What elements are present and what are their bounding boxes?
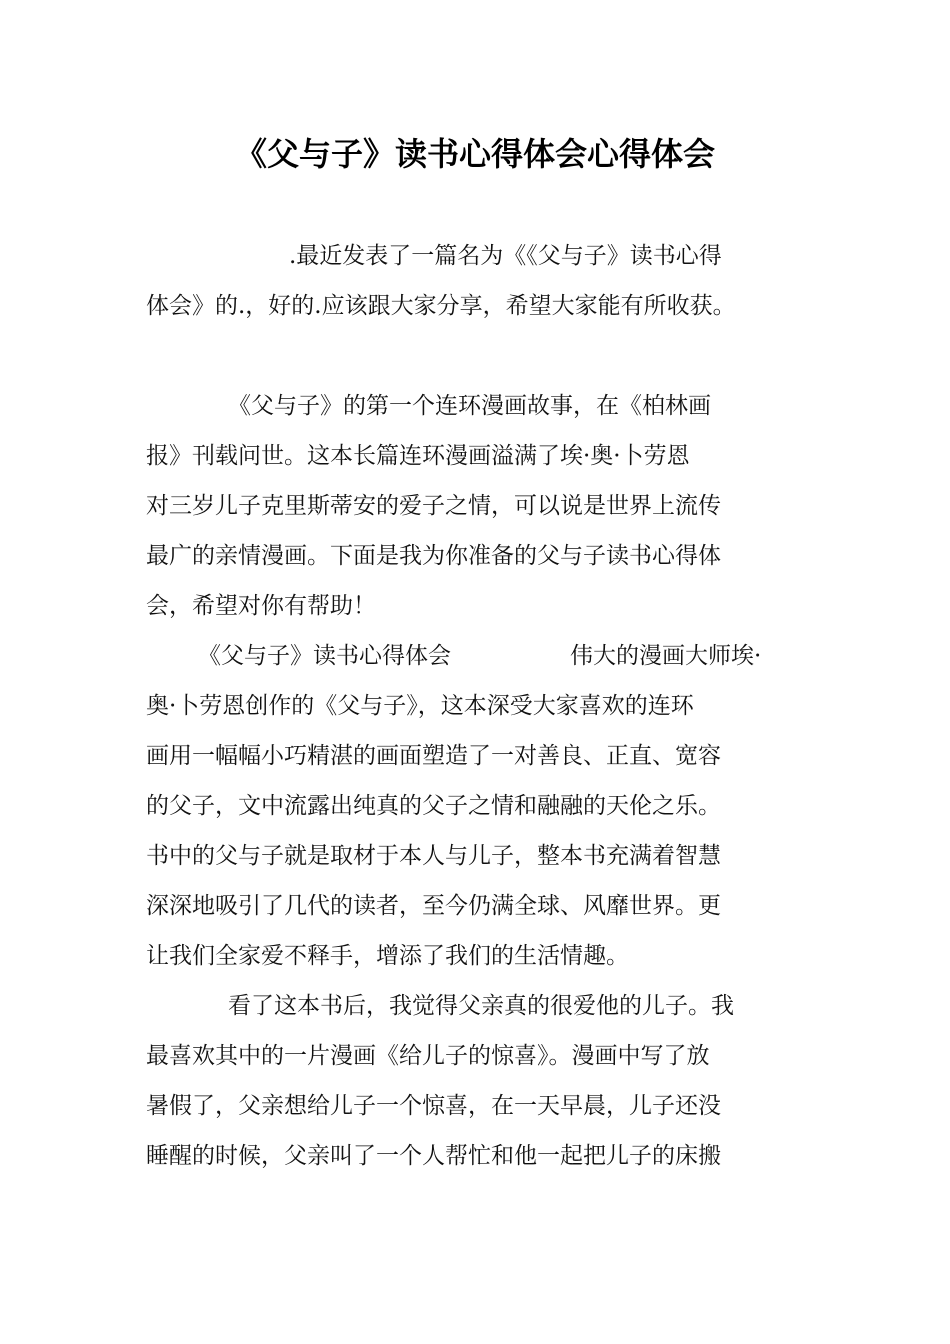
text-line: 看了这本书后，我觉得父亲真的很爱他的儿子。我 [228,993,734,1019]
text-line: 《父与子》的第一个连环漫画故事，在《柏林画 [228,393,711,419]
text-line: 对三岁儿子克里斯蒂安的爱子之情，可以说是世界上流传 [146,493,721,519]
text-line: 体会》的.，好的.应该跟大家分享，希望大家能有所收获。 [146,293,736,319]
text-line: 画用一幅幅小巧精湛的画面塑造了一对善良、正直、宽容 [146,743,721,769]
text-line: 会，希望对你有帮助！ [146,593,376,619]
text-line: 报》刊载问世。这本长篇连环漫画溢满了埃·奥·卜劳恩 [146,443,690,469]
text-line: 最广的亲情漫画。下面是我为你准备的父与子读书心得体 [146,543,721,569]
document-title: 《父与子》读书心得体会心得体会 [234,135,715,173]
text-line: 让我们全家爱不释手，增添了我们的生活情趣。 [146,943,629,969]
text-line: 暑假了，父亲想给儿子一个惊喜，在一天早晨，儿子还没 [146,1093,721,1119]
text-line: .最近发表了一篇名为《《父与子》读书心得 [289,243,722,269]
text-line: 伟大的漫画大师埃· [570,643,762,669]
text-line: 睡醒的时候，父亲叫了一个人帮忙和他一起把儿子的床搬 [146,1143,721,1169]
text-line: 奥·卜劳恩创作的《父与子》，这本深受大家喜欢的连环 [146,693,694,719]
text-line: 深深地吸引了几代的读者，至今仍满全球、风靡世界。更 [146,893,721,919]
text-line: 书中的父与子就是取材于本人与儿子，整本书充满着智慧 [146,843,721,869]
text-line: 的父子，文中流露出纯真的父子之情和融融的天伦之乐。 [146,793,721,819]
text-line: 最喜欢其中的一片漫画《给儿子的惊喜》。漫画中写了放 [146,1043,710,1069]
text-line: 《父与子》读书心得体会 [198,643,451,669]
